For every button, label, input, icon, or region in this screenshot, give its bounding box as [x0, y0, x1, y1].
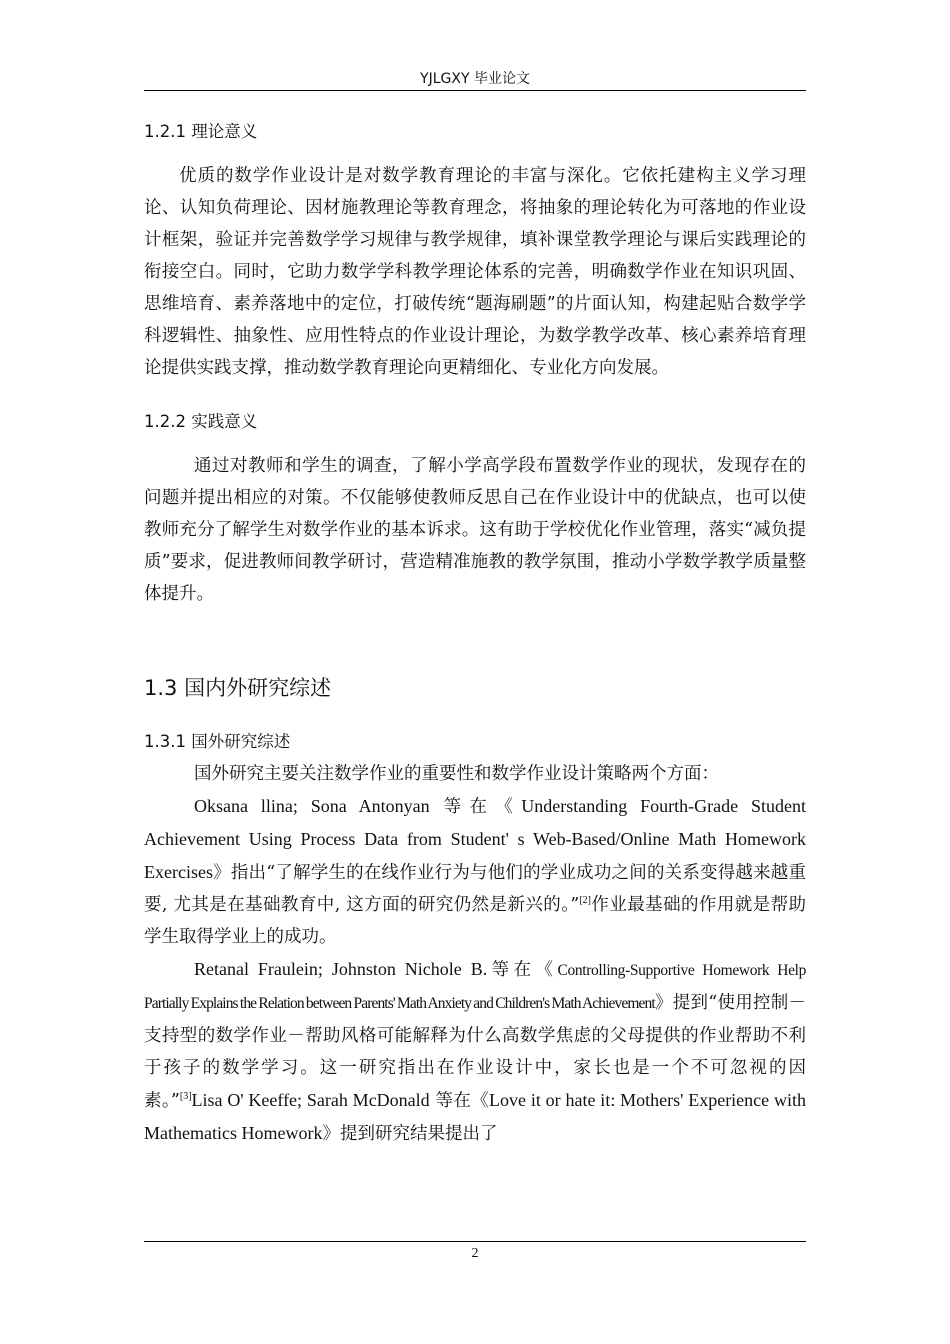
reference-marker: [2] [579, 895, 592, 906]
page-body [144, 116, 806, 1150]
section-heading-1-2-2: 1.2.2 实践意义 [144, 412, 258, 431]
paragraph-retanal-study: Retanal Fraulein; Johnston Nichole B.等在《Controlling-Supportive Homework Help Partially Explains the Relation between Parents' Math Anxiety and Children's Math Achievement》提到“使用控制－支持型的数学作业－帮助风格可能解释为什么高数学焦虑的父母提供的作业帮助不利于孩子的数学学习。这一研究指出在作业设计中，家长也是一个不可忽视的因素。”[3]Lisa O' Keeffe; Sarah McDonald 等在《Love it or hate it: Mothers' Experience with Mathematics Homework》提到研究结果提出了 [144, 959, 806, 1144]
page-number: 2 [471, 1246, 479, 1261]
citation-authors-2: Lisa O' Keeffe; Sarah McDonald [191, 1090, 430, 1110]
citation-title: Understanding Fourth-Grade Student Achievement Using Process Data from Student' s Web-Based/Online Math Homework Exercises [144, 796, 806, 882]
paragraph-intro: 国外研究主要关注数学作业的重要性和数学作业设计策略两个方面： [194, 764, 719, 784]
paragraph-theoretical-significance: 优质的数学作业设计是对数学教育理论的丰富与深化。它依托建构主义学习理论、认知负荷理论、因材施教理论等教育理念，将抽象的理论转化为可落地的作业设计框架，验证并完善数学学习规律与教学规律，填补课堂教学理论与课后实践理论的衔接空白。同时，它助力数学学科教学理论体系的完善，明确数学作业在知识巩固、思维培育、素养落地中的定位，打破传统“题海刷题”的片面认知，构建起贴合数学学科逻辑性、抽象性、应用性特点的作业设计理论，为数学教学改革、核心素养培育理论提供实践支撑，推动数学教育理论向更精细化、专业化方向发展。 [144, 166, 806, 378]
citation-authors: Oksana llina; Sona Antonyan [194, 796, 430, 816]
paragraph-practical-significance: 通过对教师和学生的调查，了解小学高学段布置数学作业的现状，发现存在的问题并提出相应的对策。不仅能够使教师反思自己在作业设计中的优缺点，也可以使教师充分了解学生对数学作业的基本诉求。这有助于学校优化作业管理，落实“减负提质”要求，促进教师间教学研讨，营造精准施教的教学氛围，推动小学数学教学质量整体提升。 [144, 456, 806, 604]
citation-title-part-b: Partially Explains the Relation between Parents' Math Anxiety and Children's Math Achievement [144, 995, 655, 1012]
section-heading-1-2-1: 1.2.1 理论意义 [144, 122, 258, 141]
section-heading-1-3: 1.3 国内外研究综述 [144, 676, 332, 700]
reference-marker: [3] [179, 1091, 192, 1102]
citation-title-2: Love it or hate it: Mothers' Experience with Mathematics Homework [144, 1090, 806, 1143]
running-header: YJLGXY 毕业论文 [420, 71, 530, 87]
section-heading-1-3-1: 1.3.1 国外研究综述 [144, 732, 291, 751]
header-rule [144, 90, 806, 91]
citation-authors: Retanal Fraulein; Johnston Nichole B. [194, 959, 488, 979]
footer-rule [144, 1241, 806, 1242]
paragraph-ilina-study: Oksana llina; Sona Antonyan 等在《Understanding Fourth-Grade Student Achievement Using Process Data from Student' s Web-Based/Online Math Homework Exercises》指出“了解学生的在线作业行为与他们的学业成功之间的关系变得越来越重要, 尤其是在基础教育中, 这方面的研究仍然是新兴的。”[2]作业最基础的作用就是帮助学生取得学业上的成功。 [144, 796, 807, 947]
citation-title-part-a: Controlling-Supportive Homework Help [557, 962, 806, 979]
